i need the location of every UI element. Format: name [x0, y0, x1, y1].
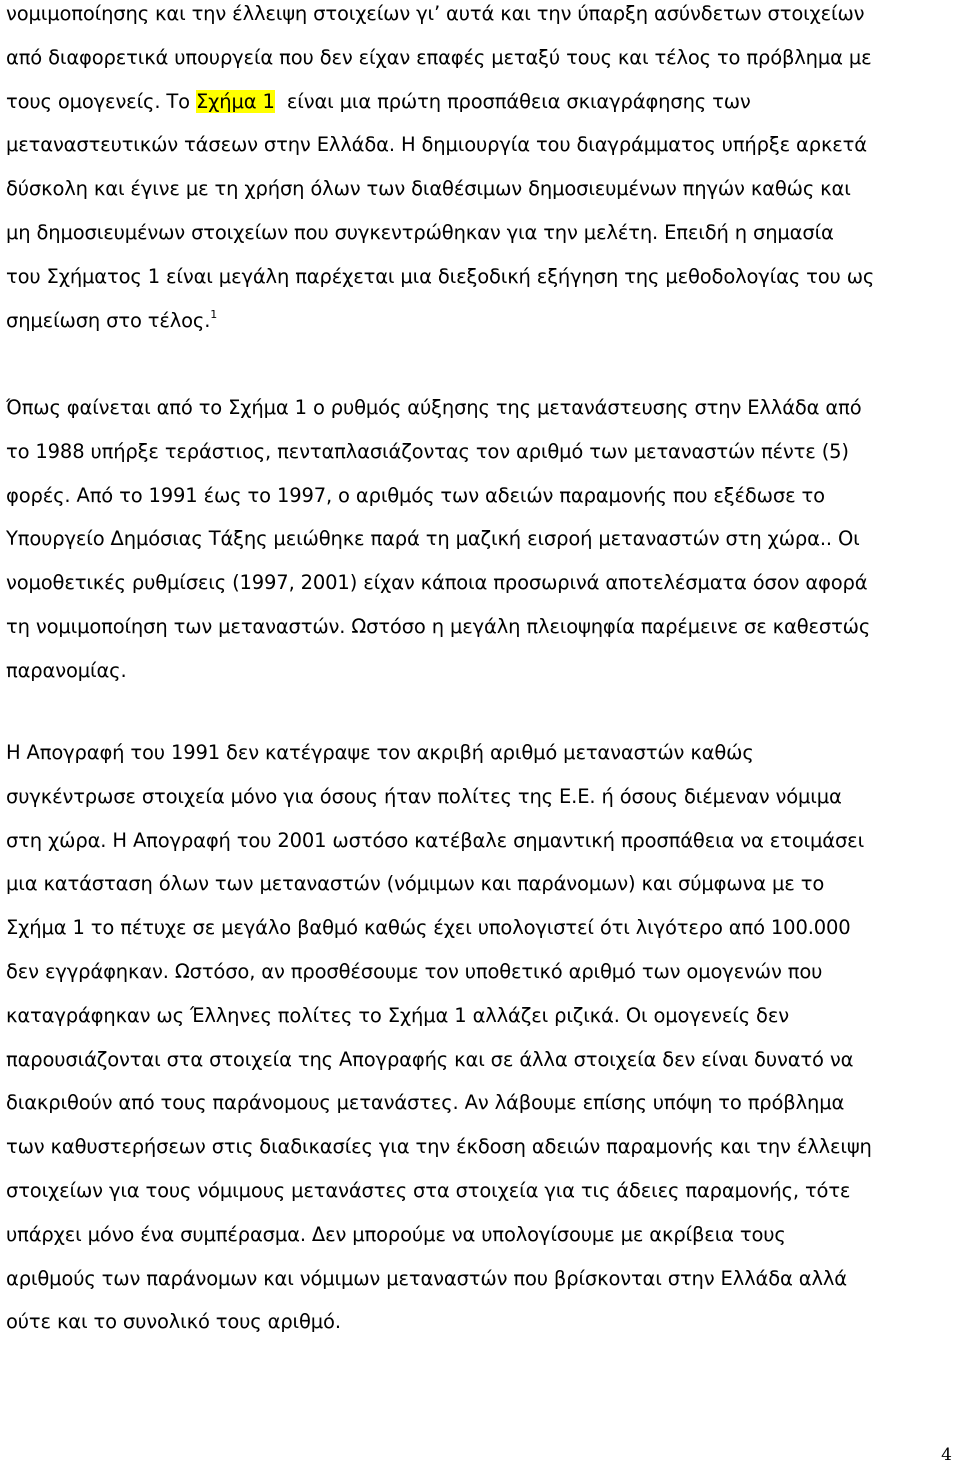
- text-line: παρανομίας.: [6, 658, 127, 682]
- text-line: Η Απογραφή του 1991 δεν κατέγραψε τον ακριβή αριθμό μεταναστών καθώς: [6, 741, 754, 764]
- text-line: νομιμοποίησης και την έλλειψη στοιχείων γι’ αυτά και την ύπαρξη ασύνδετων στοιχείων: [6, 2, 865, 25]
- text-line: από διαφορετικά υπουργεία που δεν είχαν επαφές μεταξύ τους και τέλος το πρόβλημα με: [6, 45, 872, 69]
- text-line: στη χώρα. Η Απογραφή του 2001 ωστόσο κατέβαλε σημαντική προσπάθεια να ετοιμάσει: [6, 828, 865, 852]
- text-line: υπάρχει μόνο ένα συμπέρασμα. Δεν μπορούμε να υπολογίσουμε με ακρίβεια τους: [6, 1222, 786, 1246]
- text-line: καταγράφηκαν ως Έλληνες πολίτες το Σχήμα 1 αλλάζει ριζικά. Οι ομογενείς δεν: [6, 1003, 789, 1027]
- footnote-marker[interactable]: 1: [210, 307, 218, 321]
- paragraph-2: [6, 386, 956, 693]
- text-line: δύσκολη και έγινε με τη χρήση όλων των διαθέσιμων δημοσιευμένων πηγών καθώς και: [6, 177, 851, 201]
- text-line: αριθμούς των παράνομων και νόμιμων μεταναστών που βρίσκονται στην Ελλάδα αλλά: [6, 1266, 847, 1290]
- text-line: Όπως φαίνεται από το Σχήμα 1 ο ρυθμός αύξησης της μετανάστευσης στην Ελλάδα από: [6, 396, 862, 419]
- text-line: μεταναστευτικών τάσεων στην Ελλάδα. Η δημιουργία του διαγράμματος υπήρξε αρκετά: [6, 133, 867, 157]
- text-line: νομοθετικές ρυθμίσεις (1997, 2001) είχαν κάποια προσωρινά αποτελέσματα όσον αφορά: [6, 571, 868, 595]
- text-line: φορές. Από το 1991 έως το 1997, ο αριθμός των αδειών παραμονής που εξέδωσε το: [6, 483, 825, 507]
- text-run: είναι μια πρώτη προσπάθεια σκιαγράφησης των: [274, 89, 751, 113]
- text-line: ούτε και το συνολικό τους αριθμό.: [6, 1310, 341, 1334]
- text-line: στοιχείων για τους νόμιμους μετανάστες στα στοιχεία για τις άδειες παραμονής, τότε: [6, 1178, 851, 1202]
- text-line: του Σχήματος 1 είναι μεγάλη παρέχεται μια διεξοδική εξήγηση της μεθοδολογίας του ως: [6, 264, 875, 288]
- text-line: διακριθούν από τους παράνομους μετανάστες. Αν λάβουμε επίσης υπόψη το πρόβλημα: [6, 1091, 845, 1115]
- page-number: 4: [941, 1445, 952, 1465]
- text-line: το 1988 υπήρξε τεράστιος, πενταπλασιάζοντας τον αριθμό των μεταναστών πέντε (5): [6, 439, 849, 463]
- text-line: παρουσιάζονται στα στοιχεία της Απογραφής και σε άλλα στοιχεία δεν είναι δυνατό να: [6, 1047, 854, 1071]
- text-run: τους ομογενείς. Το: [6, 89, 197, 113]
- text-line: μη δημοσιευμένων στοιχείων που συγκεντρώθηκαν για την μελέτη. Επειδή η σημασία: [6, 220, 834, 244]
- text-line: [6, 80, 956, 124]
- text-line: δεν εγγράφηκαν. Ωστόσο, αν προσθέσουμε τον υποθετικό αριθμό των ομογενών που: [6, 959, 823, 983]
- paragraph-1: [6, 0, 956, 342]
- text-line: συγκέντρωσε στοιχεία μόνο για όσους ήταν πολίτες της Ε.Ε. ή όσους διέμεναν νόμιμα: [6, 784, 842, 808]
- text-run: σημείωση στο τέλος.: [6, 308, 211, 332]
- paragraph-3: [6, 731, 956, 1344]
- text-line: Υπουργείο Δημόσιας Τάξης μειώθηκε παρά τη μαζική εισροή μεταναστών στη χώρα.. Οι: [6, 527, 860, 551]
- text-line: τη νομιμοποίηση των μεταναστών. Ωστόσο η μεγάλη πλειοψηφία παρέμεινε σε καθεστώς: [6, 614, 871, 638]
- text-line: μια κατάσταση όλων των μεταναστών (νόμιμων και παράνομων) και σύμφωνα με το: [6, 872, 825, 896]
- text-line: των καθυστερήσεων στις διαδικασίες για την έκδοση αδειών παραμονής και την έλλειψη: [6, 1135, 872, 1159]
- text-line: Σχήμα 1 το πέτυχε σε μεγάλο βαθμό καθώς έχει υπολογιστεί ότι λιγότερο από 100.000: [6, 916, 851, 940]
- text-line: [6, 299, 956, 343]
- figure-reference-highlight: Σχήμα 1: [196, 89, 275, 113]
